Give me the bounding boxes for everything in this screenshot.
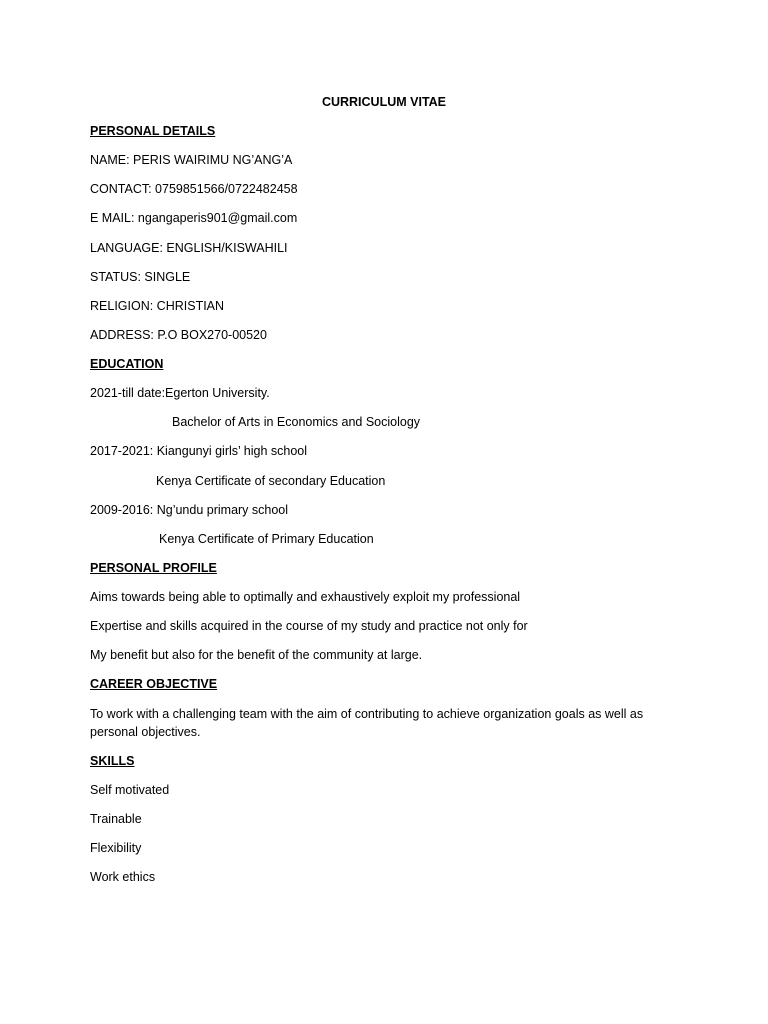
personal-profile-heading: PERSONAL PROFILE: [90, 561, 217, 575]
career-objective-text: To work with a challenging team with the aim of contributing to achieve organization goals as well as personal objectives.: [90, 707, 644, 739]
name-line: NAME: PERIS WAIRIMU NG’ANG’A: [90, 153, 293, 167]
profile-line: Aims towards being able to optimally and exhaustively exploit my professional: [90, 590, 521, 604]
education-entry: 2009-2016: Ng’undu primary school: [90, 503, 289, 517]
religion-line: RELIGION: CHRISTIAN: [90, 299, 225, 313]
career-objective-heading: CAREER OBJECTIVE: [90, 677, 218, 691]
skill-item: Self motivated: [90, 783, 170, 797]
document-title: CURRICULUM VITAE: [321, 95, 447, 109]
education-detail: Kenya Certificate of Primary Education: [159, 532, 374, 546]
education-detail: Bachelor of Arts in Economics and Sociology: [172, 415, 421, 429]
language-line: LANGUAGE: ENGLISH/KISWAHILI: [90, 241, 288, 255]
education-entry: 2021-till date:Egerton University.: [90, 386, 270, 400]
status-line: STATUS: SINGLE: [90, 270, 191, 284]
skill-item: Flexibility: [90, 841, 142, 855]
education-heading: EDUCATION: [90, 357, 164, 371]
personal-details-heading: PERSONAL DETAILS: [90, 124, 216, 138]
education-entry: 2017-2021: Kiangunyi girls’ high school: [90, 444, 308, 458]
email-line: E MAIL: ngangaperis901@gmail.com: [90, 211, 298, 225]
skill-item: Work ethics: [90, 870, 156, 884]
skills-heading: SKILLS: [90, 754, 135, 768]
contact-line: CONTACT: 0759851566/0722482458: [90, 182, 298, 196]
education-detail: Kenya Certificate of secondary Education: [156, 474, 386, 488]
profile-line: Expertise and skills acquired in the course of my study and practice not only for: [90, 619, 528, 633]
skill-item: Trainable: [90, 812, 142, 826]
profile-line: My benefit but also for the benefit of the community at large.: [90, 648, 423, 662]
address-line: ADDRESS: P.O BOX270-00520: [90, 328, 267, 342]
